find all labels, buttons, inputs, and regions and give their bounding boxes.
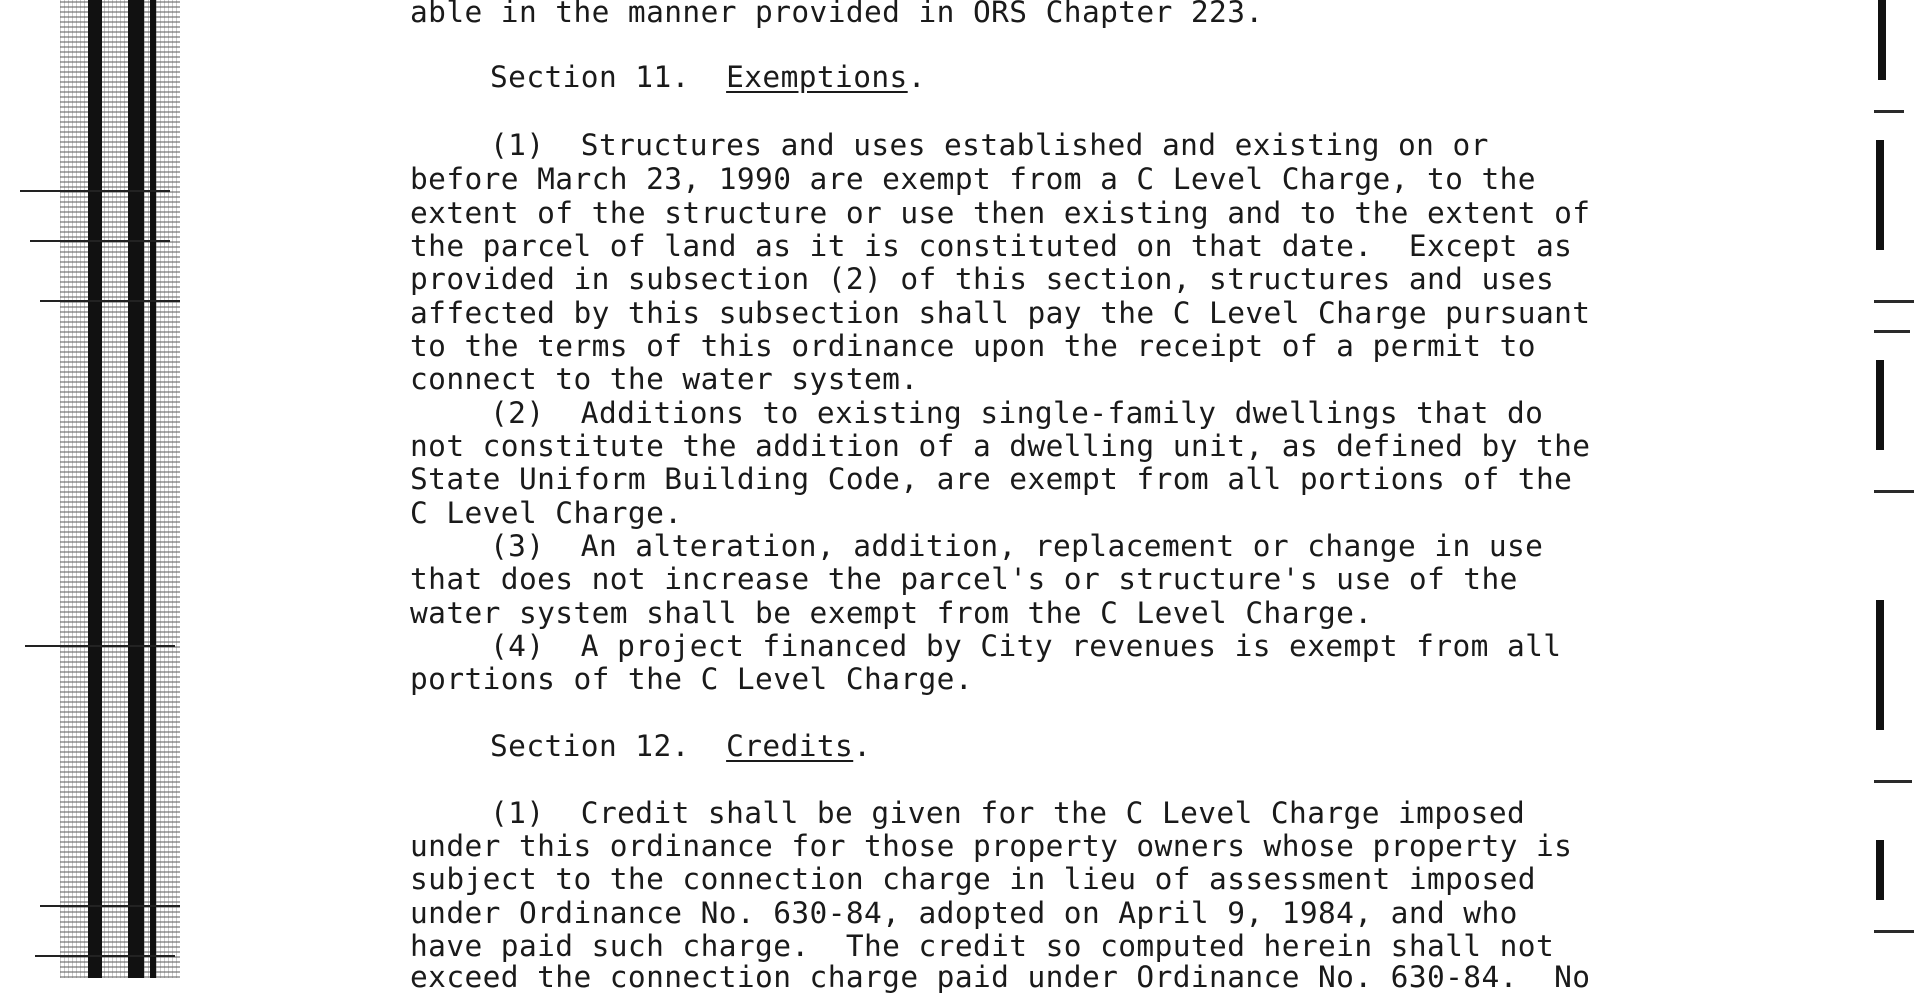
text-line: portions of the C Level Charge. (410, 662, 973, 696)
text-line: that does not increase the parcel's or structure's use of the (410, 562, 1518, 596)
text-line: C Level Charge. (410, 496, 683, 530)
text-line: under Ordinance No. 630-84, adopted on April 9, 1984, and who (410, 896, 1518, 930)
section-11-title: Exemptions (726, 60, 908, 94)
subsection-11-2: (2) Additions to existing single-family dwellings that do (490, 396, 1544, 430)
text-line: exceed the connection charge paid under Ordinance No. 630-84. No (410, 960, 1591, 994)
subsection-11-1: (1) Structures and uses established and existing on or (490, 128, 1489, 162)
text-line: extent of the structure or use then existing and to the extent of (410, 196, 1591, 230)
section-12-heading: Section 12. Credits. (490, 729, 872, 763)
text-line: affected by this subsection shall pay the C Level Charge pursuant (410, 296, 1591, 330)
text-line: the parcel of land as it is constituted on that date. Except as (410, 229, 1573, 263)
scanned-left-margin (0, 0, 185, 978)
subsection-11-4: (4) A project financed by City revenues is exempt from all (490, 629, 1562, 663)
text-line: to the terms of this ordinance upon the receipt of a permit to (410, 329, 1536, 363)
scanned-right-margin (1870, 0, 1920, 978)
subsection-12-1: (1) Credit shall be given for the C Level Charge imposed (490, 796, 1526, 830)
text-line: before March 23, 1990 are exempt from a C Level Charge, to the (410, 162, 1536, 196)
text-line: connect to the water system. (410, 362, 919, 396)
subsection-11-3: (3) An alteration, addition, replacement or change in use (490, 529, 1544, 563)
text-line: under this ordinance for those property owners whose property is (410, 829, 1573, 863)
text-line: water system shall be exempt from the C Level Charge. (410, 596, 1373, 630)
text-line: able in the manner provided in ORS Chapter 223. (410, 0, 1264, 29)
section-11-heading: Section 11. Exemptions. (490, 60, 926, 94)
text-line: have paid such charge. The credit so computed herein shall not (410, 929, 1555, 963)
text-line: State Uniform Building Code, are exempt from all portions of the (410, 462, 1573, 496)
section-12-title: Credits (726, 729, 854, 763)
text-line: provided in subsection (2) of this section, structures and uses (410, 262, 1555, 296)
text-line: not constitute the addition of a dwelling unit, as defined by the (410, 429, 1591, 463)
text-line: subject to the connection charge in lieu of assessment imposed (410, 862, 1536, 896)
